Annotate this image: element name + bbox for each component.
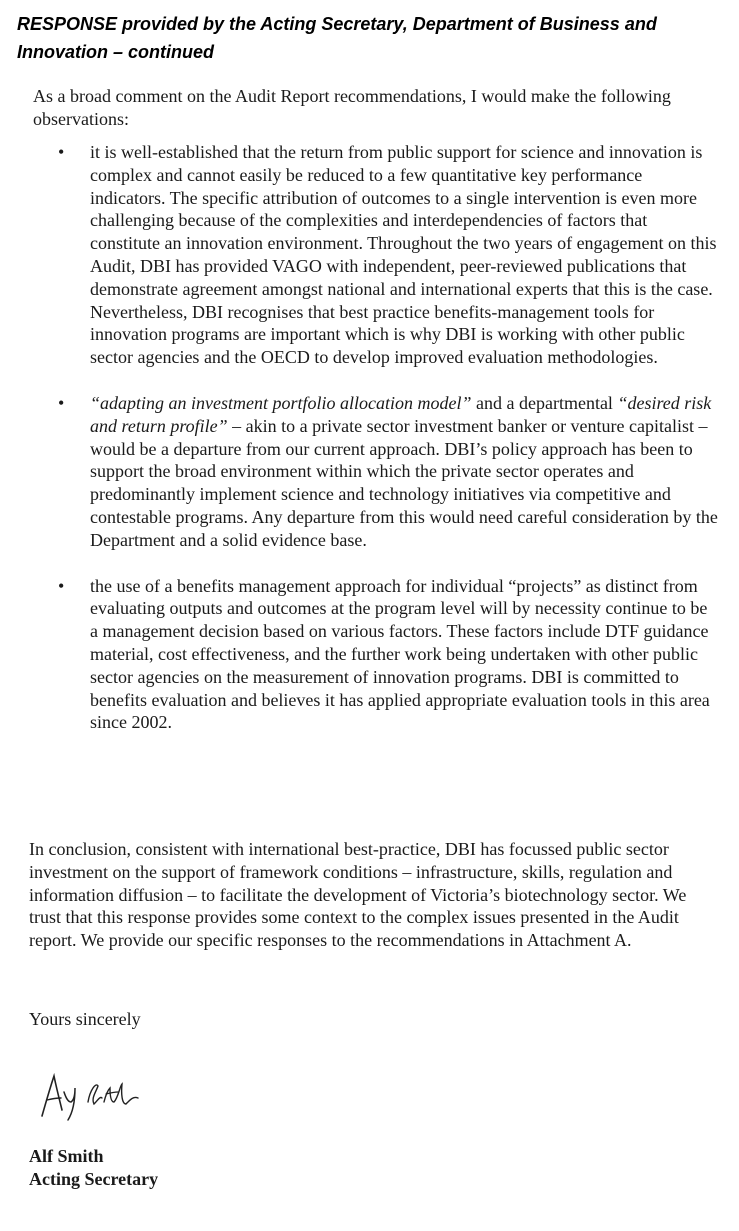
bullet-text-2a: and a departmental [471,392,618,413]
quote-italic-1: “adapting an investment portfolio allocation model” [90,392,472,413]
bullet-text-3: the use of a benefits management approach for individual “projects” as distinct from evaluating outputs and outcomes at the program level will by necessity continue to be a management decision based on various factors. These factors include DTF guidance material, cost effectiveness, and the further work being undertaken with other public sector agencies on the measurement of innovation programs. DBI is committed to benefits evaluation and believes it has applied appropriate evaluation tools in this area since 2002. [90,575,710,733]
quote-italic-2: “desired risk and return profile” [90,392,712,436]
handwritten-signature [38,1072,148,1122]
bullet-marker: • [58,142,65,162]
bullet-text-2 [90,393,718,550]
bullet-text-2b: – akin to a private sector investment banker or venture capitalist – would be a departure from our current approach. DBI’s policy approach has been to support the broad environment within which the private sector operates and predominantly implement science and technology initiatives via competitive and contestable programs. Any departure from this would need careful consideration by the Department and a solid evidence base. [90,415,718,550]
document-header [17,10,717,66]
signatory-title: Acting Secretary [29,1169,159,1189]
intro-paragraph: As a broad comment on the Audit Report recommendations, I would make the following observations: [33,86,671,129]
signatory-name: Alf Smith [29,1146,104,1166]
bullet-marker: • [58,392,65,413]
closing-salutation: Yours sincerely [29,1009,141,1029]
list-item [58,141,718,369]
conclusion-paragraph: In conclusion, consistent with international best-practice, DBI has focussed public sector investment on the support of framework conditions – infrastructure, skills, regulation and information diffusion – to facilitate the development of Victoria’s biotechnology sector. We trust that this response provides some context to the complex issues presented in the Audit report. We provide our specific responses to the recommendations in Attachment A. [29,839,687,951]
bullet-text-1: it is well-established that the return from public support for science and innovation is complex and cannot easily be reduced to a few quantitative key performance indicators. The specific attribution of outcomes to a single intervention is even more challenging because of the complexities and interdependencies of factors that constitute an innovation environment. Throughout the two years of engagement on this Audit, DBI has provided VAGO with independent, peer-reviewed publications that demonstrate agreement amongst national and international experts that this is the case. Nevertheless, DBI recognises that best practice benefits-management tools for innovation programs are important which is why DBI is working with other public sector agencies and the OECD to develop improved evaluation methodologies. [90,142,717,368]
header-line-1: RESPONSE provided by the Acting Secretary, Department of Business and [17,14,657,34]
list-item [58,392,718,552]
bullet-marker: • [58,575,65,596]
list-item [58,575,718,735]
observations-list [58,141,718,757]
header-line-2: Innovation – continued [17,42,214,62]
